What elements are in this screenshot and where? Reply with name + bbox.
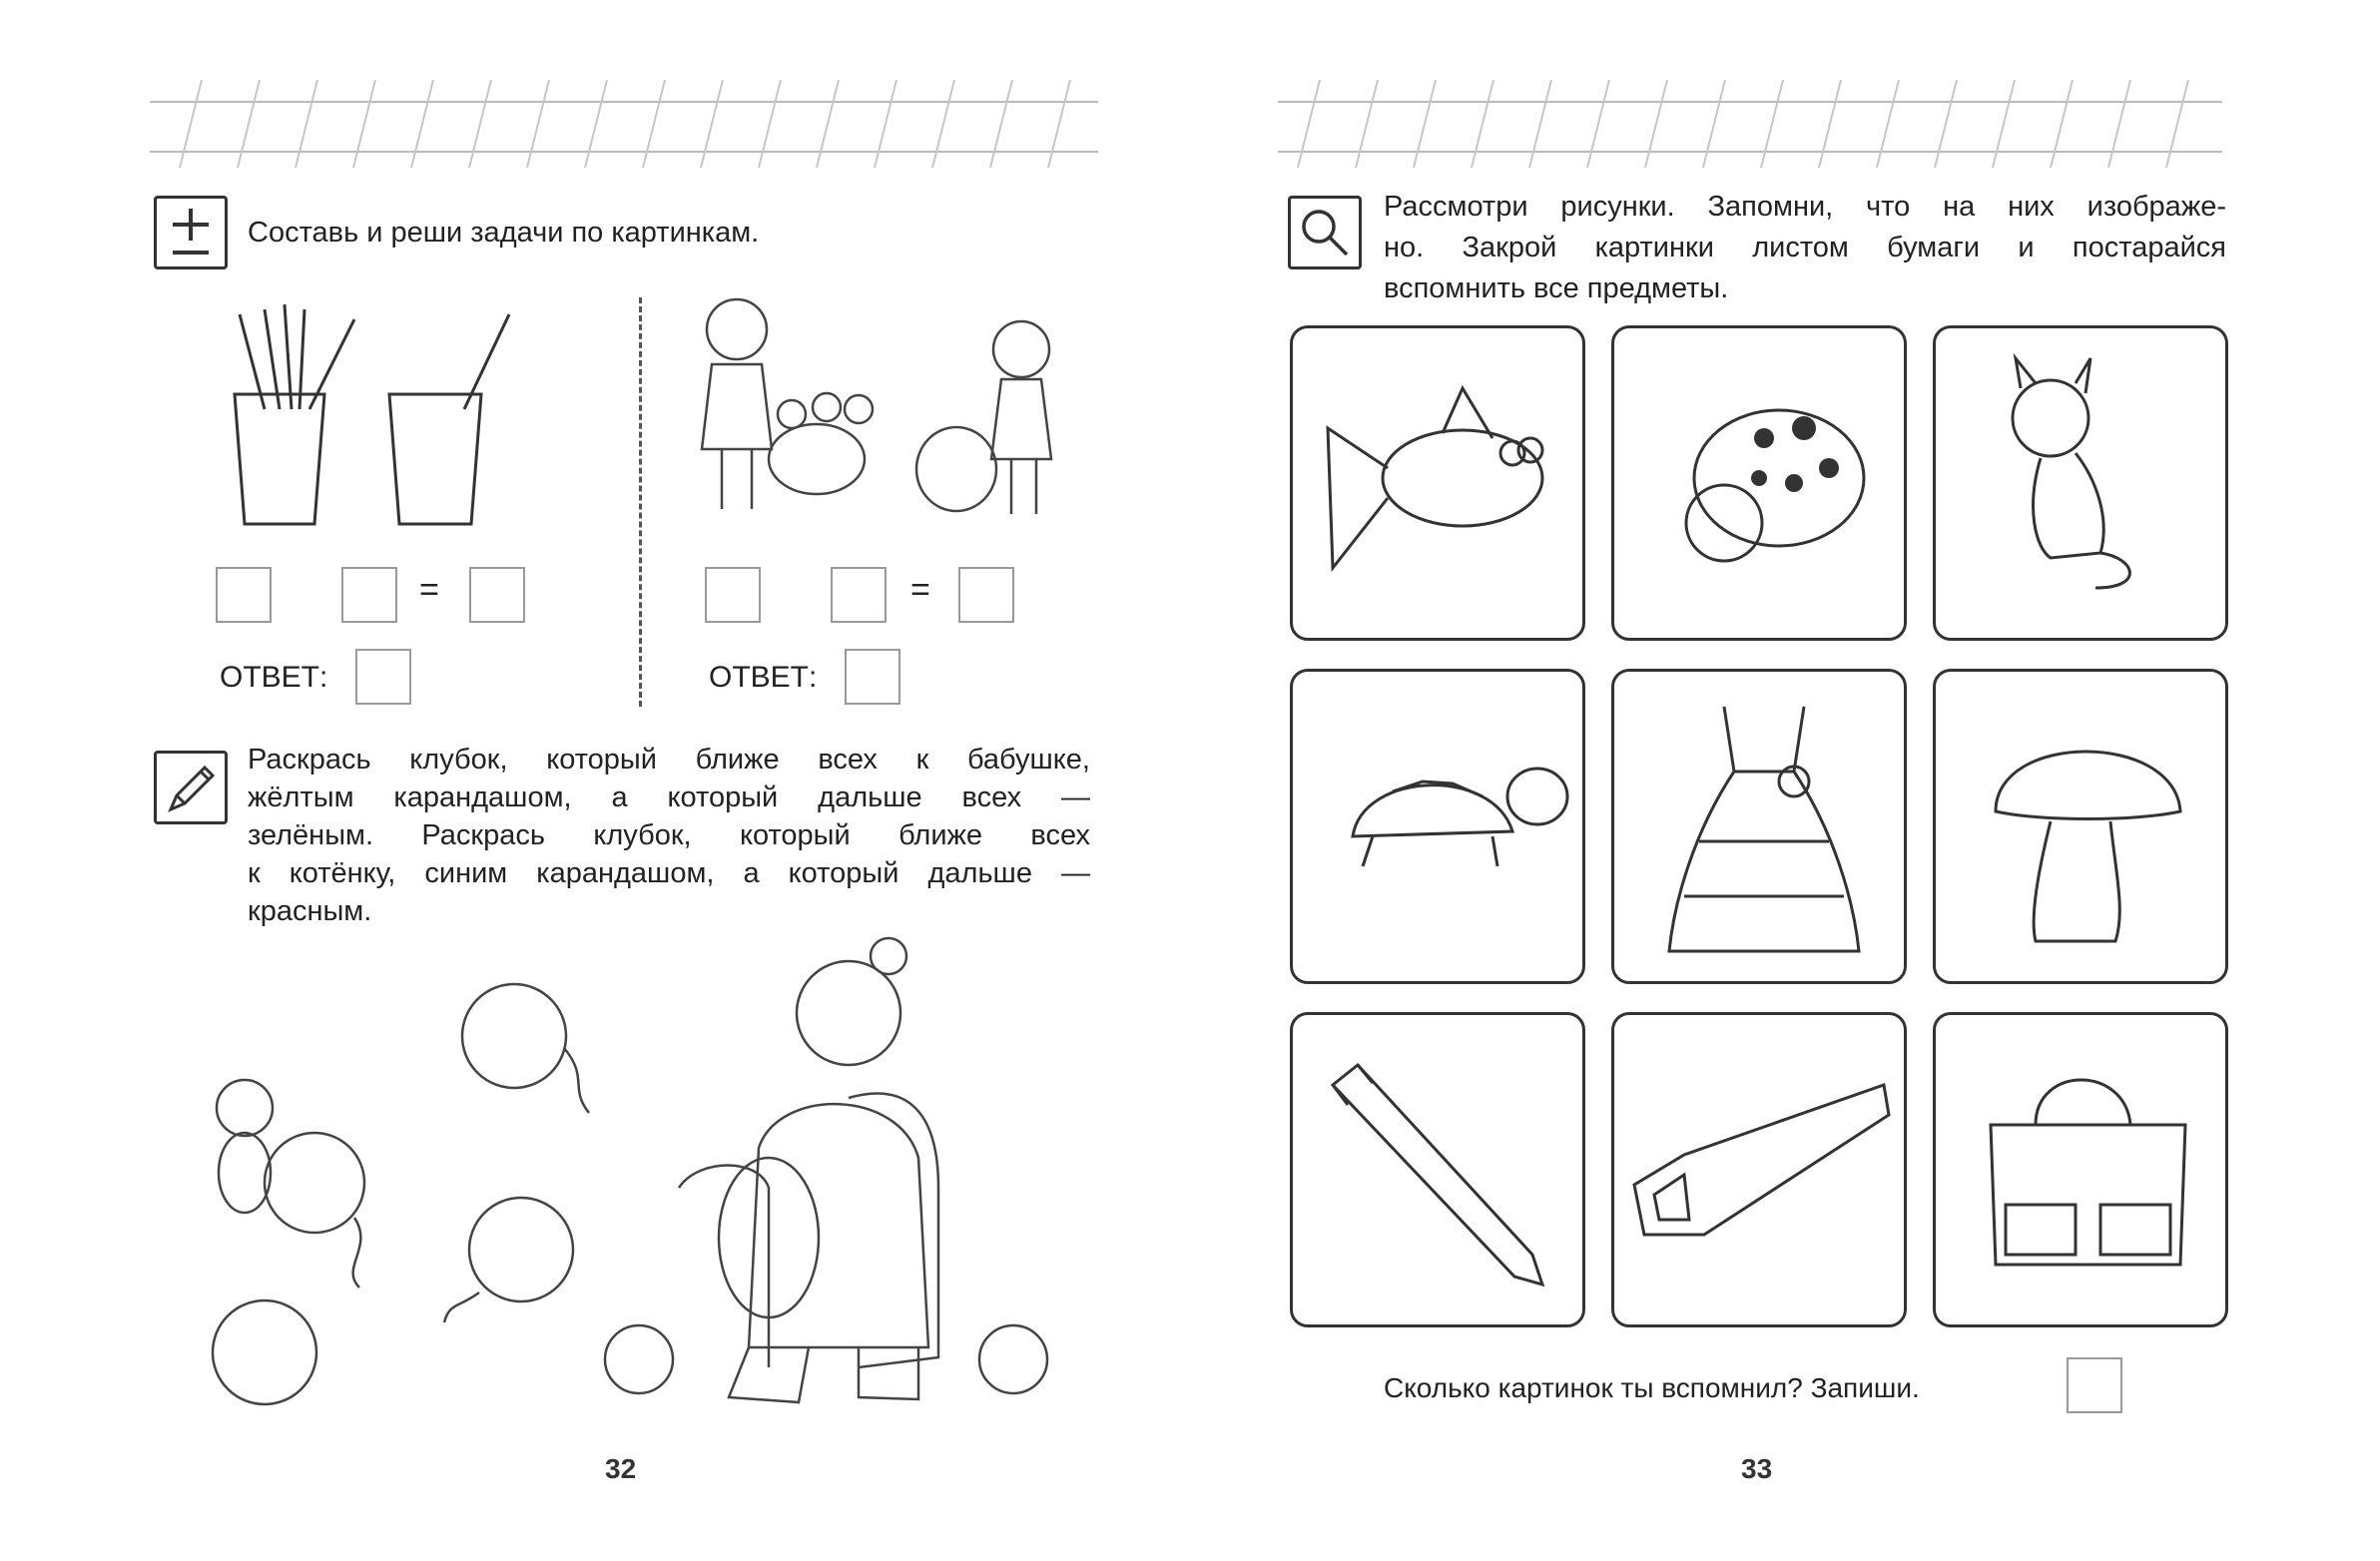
task3-line: Рассмотри рисунки. Запомни, что на них изображе- bbox=[1384, 191, 2226, 223]
saw-icon bbox=[1614, 1015, 1907, 1327]
answer-label: ОТВЕТ: bbox=[220, 661, 328, 694]
task2-line: Раскрась клубок, который ближе всех к бабушке, bbox=[248, 744, 1090, 776]
picture-card-bag bbox=[1933, 1012, 2228, 1327]
equals-sign: = bbox=[419, 571, 439, 609]
dashed-divider bbox=[639, 297, 642, 707]
answer-box[interactable] bbox=[705, 567, 761, 623]
children-baskets-illustration bbox=[667, 289, 1086, 529]
picture-card-saw bbox=[1611, 1012, 1907, 1327]
pencil-icon bbox=[154, 751, 228, 824]
pencil-icon bbox=[1293, 1015, 1585, 1327]
handwriting-lines-left bbox=[150, 80, 1098, 170]
ladybug-icon bbox=[1614, 328, 1907, 641]
answer-box[interactable] bbox=[958, 567, 1014, 623]
answer-box[interactable] bbox=[469, 567, 525, 623]
picture-card-pencil bbox=[1290, 1012, 1585, 1327]
picture-card-dress bbox=[1611, 669, 1907, 984]
mushroom-icon bbox=[1936, 672, 2228, 984]
answer-label: ОТВЕТ: bbox=[709, 661, 818, 694]
turtle-icon bbox=[1293, 672, 1585, 984]
answer-box[interactable] bbox=[845, 649, 900, 705]
picture-card-ladybug bbox=[1611, 325, 1907, 641]
task2-line: к котёнку, синим карандашом, а который дальше — bbox=[248, 857, 1090, 889]
task1-text: Составь и реши задачи по картинкам. bbox=[248, 217, 760, 249]
page-number: 32 bbox=[605, 1453, 637, 1484]
grandma-yarn-illustration bbox=[160, 928, 1118, 1467]
bag-icon bbox=[1936, 1015, 2228, 1327]
picture-card-mushroom bbox=[1933, 669, 2228, 984]
recall-question: Сколько картинок ты вспомнил? Запиши. bbox=[1384, 1372, 1920, 1403]
picture-card-cat bbox=[1933, 325, 2228, 641]
task2-line: зелёным. Раскрась клубок, который ближе всех bbox=[248, 819, 1090, 851]
answer-box[interactable] bbox=[2067, 1357, 2122, 1413]
task2-line: красным. bbox=[248, 895, 372, 927]
fish-icon bbox=[1293, 328, 1585, 641]
answer-box[interactable] bbox=[831, 567, 887, 623]
task3-line: вспомнить все предметы. bbox=[1384, 272, 1729, 304]
cat-icon bbox=[1936, 328, 2228, 641]
task3-line: но. Закрой картинки листом бумаги и постарайся bbox=[1384, 232, 2226, 263]
task2-line: жёлтым карандашом, а который дальше всех — bbox=[248, 781, 1090, 813]
magnifier-icon bbox=[1288, 196, 1362, 269]
picture-card-fish bbox=[1290, 325, 1585, 641]
dress-icon bbox=[1614, 672, 1907, 984]
page-number: 33 bbox=[1741, 1453, 1773, 1484]
answer-box[interactable] bbox=[355, 649, 411, 705]
handwriting-lines-right bbox=[1278, 80, 2222, 170]
picture-card-turtle bbox=[1290, 669, 1585, 984]
pencil-cups-illustration bbox=[220, 299, 519, 539]
equals-sign: = bbox=[910, 571, 930, 609]
answer-box[interactable] bbox=[216, 567, 272, 623]
answer-box[interactable] bbox=[341, 567, 397, 623]
plus-minus-icon bbox=[154, 196, 228, 269]
